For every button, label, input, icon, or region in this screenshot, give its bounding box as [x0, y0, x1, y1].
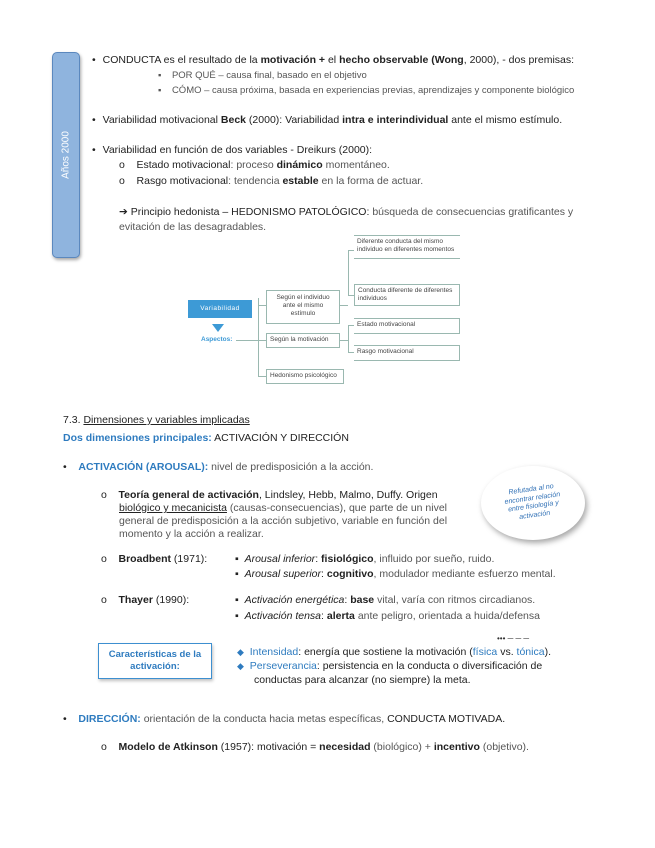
- hedonista-title: Principio hedonista – HEDONISMO PATOLÓGICO:: [127, 206, 370, 218]
- years-side-label: [52, 52, 80, 258]
- rasgo-pre: : tendencia: [228, 175, 283, 187]
- diagram-branch-hedonismo: Hedonismo psicológico: [266, 369, 344, 384]
- dos-variables-line: [92, 144, 372, 157]
- dims-line: [63, 432, 349, 445]
- diagram-root: Variabilidad: [188, 300, 252, 318]
- atkinson-incentivo: incentivo: [433, 741, 480, 753]
- caracteristicas-box: [98, 643, 212, 679]
- intensidad-term: Intensidad: [249, 646, 299, 658]
- thayer-item-2-em: Activación tensa: [244, 610, 322, 622]
- thayer-year: (1990):: [152, 594, 190, 606]
- connector: [258, 340, 266, 341]
- estado-strong: dinámico: [276, 159, 323, 171]
- estado-post: momentáneo.: [322, 159, 390, 171]
- direccion-end: .: [502, 713, 506, 725]
- intensidad-item: [237, 646, 551, 659]
- diagram-root-arrow: [212, 324, 224, 332]
- atkinson-necesidad: necesidad: [319, 741, 371, 753]
- direccion-label: DIRECCIÓN:: [78, 713, 141, 725]
- direccion-desc: orientación de la conducta hacia metas específicas,: [140, 713, 388, 725]
- perseverancia-line-2: conductas para alcanzar (no siempre) la meta.: [254, 674, 471, 686]
- premisa-item: ▪ CÓMO – causa próxima, basada en experiencias previas, aprendizajes y componente biológico: [158, 85, 575, 96]
- hedonista-line-2: [119, 221, 266, 234]
- refutada-callout: [481, 466, 585, 540]
- diagram-branch-motivacion: Según la motivación: [266, 333, 340, 348]
- atkinson-year: (1957): motivación =: [217, 741, 320, 753]
- variabilidad-line: [92, 114, 562, 127]
- intensidad-rest: : energía que sostiene la motivación (: [298, 646, 473, 658]
- variabilidad-intra: intra e interindividual: [342, 114, 449, 126]
- intensidad-end: ).: [544, 646, 551, 658]
- variabilidad-beck: Beck: [220, 114, 247, 126]
- premisa-item: ▪ POR QUÉ – causa final, basado en el objetivo: [158, 70, 367, 81]
- broadbent-item-1-rest: , influido por sueño, ruido.: [373, 553, 495, 565]
- broadbent-item-1: ▪ Arousal inferior: fisiológico, influido por sueño, ruido.: [235, 553, 495, 565]
- conducta-text-2: el: [325, 54, 340, 66]
- direccion-line: • DIRECCIÓN: orientación de la conducta hacia metas específicas, CONDUCTA MOTIVADA.: [63, 713, 506, 725]
- conducta-text-3: , 2000), - dos premisas:: [463, 54, 575, 66]
- broadbent-item-2-strong: cognitivo: [326, 568, 374, 580]
- broadbent-item-1-sep: :: [315, 553, 322, 565]
- conducta-motivacion: motivación +: [260, 54, 326, 66]
- broadbent-item-2-rest: , modulador mediante esfuerzo mental.: [373, 568, 556, 580]
- conducta-line: [92, 54, 574, 67]
- connector: [340, 340, 348, 341]
- broadbent-year: (1971):: [171, 553, 208, 565]
- connector: [236, 340, 258, 341]
- conducta-text-1: es el resultado de la: [160, 54, 261, 66]
- dos-variables-title: Variabilidad en función de dos variables - Dreikurs (2000):: [102, 144, 373, 156]
- connector: [258, 305, 266, 306]
- connector: [258, 298, 259, 376]
- conducta-term: CONDUCTA: [102, 54, 161, 66]
- diagram-aspects-label: Aspectos:: [201, 336, 233, 343]
- teoria-authors: , Lindsley, Hebb, Malmo, Duffy. Origen: [258, 489, 438, 501]
- thayer-item-1-em: Activación energética: [244, 594, 345, 606]
- perseverancia-item: [237, 660, 542, 673]
- premisa-por-que: POR QUÉ – causa final, basado en el objetivo: [171, 70, 367, 81]
- teoria-line-3: general de predisposición a la acción subjetivo, variable en función del: [119, 515, 448, 527]
- atkinson-line: o Modelo de Atkinson (1957): motivación = necesidad (biológico) + incentivo (objetivo).: [101, 741, 529, 753]
- direccion-conducta-motivada: CONDUCTA MOTIVADA: [387, 713, 503, 725]
- teoria-origin: biológico y mecanicista: [119, 502, 227, 514]
- atkinson-obj: (objetivo).: [479, 741, 529, 753]
- estado-item: o Estado motivacional: proceso dinámico momentáneo.: [119, 159, 390, 171]
- perseverancia-rest: : persistencia en la conducta o diversificación de: [316, 660, 543, 672]
- arrow-icon: ➔: [119, 206, 128, 218]
- thayer-item-1-sep: :: [344, 594, 351, 606]
- section-title: Dimensiones y variables implicadas: [83, 414, 250, 426]
- atkinson-bio: (biológico) +: [370, 741, 434, 753]
- thayer-name: Thayer: [118, 594, 153, 606]
- rasgo-label: Rasgo motivacional: [136, 175, 229, 187]
- years-label-text: Años 2000: [60, 131, 72, 179]
- teoria-line-4: momento y la acción a realizar.: [119, 528, 264, 540]
- intensidad-fisica: física: [472, 646, 498, 658]
- teoria-line-1: o Teoría general de activación, Lindsley, Hebb, Malmo, Duffy. Origen: [101, 489, 438, 501]
- diagram-branch-individuo: Según el individuo ante el mismo estímulo: [266, 290, 340, 324]
- broadbent-item-2-em: Arousal superior: [244, 568, 322, 580]
- diagram-leaf-3: Estado motivacional: [354, 318, 460, 334]
- diagram-leaf-4: Rasgo motivacional: [354, 345, 460, 361]
- hedonista-desc: búsqueda de consecuencias gratificantes y: [369, 206, 574, 218]
- conducta-hecho: hecho observable (Wong: [339, 54, 464, 66]
- teoria-title: Teoría general de activación: [118, 489, 259, 501]
- dims-value: ACTIVACIÓN Y DIRECCIÓN: [211, 432, 349, 444]
- thayer-line: o Thayer (1990):: [101, 594, 190, 606]
- thayer-item-2-sep: :: [321, 610, 327, 622]
- estado-label: Estado motivacional: [136, 159, 231, 171]
- perseverancia-term: Perseverancia: [249, 660, 317, 672]
- thayer-item-1-strong: base: [350, 594, 375, 606]
- estado-pre: : proceso: [230, 159, 277, 171]
- intensidad-vs: vs.: [497, 646, 517, 658]
- thayer-item-1: ▪ Activación energética: base vital, varía con ritmos circadianos.: [235, 594, 536, 606]
- rasgo-post: en la forma de actuar.: [318, 175, 424, 187]
- activacion-desc: nivel de predisposición a la acción.: [208, 461, 374, 473]
- activacion-line: • ACTIVACIÓN (AROUSAL): nivel de predisposición a la acción.: [63, 461, 374, 473]
- caracteristicas-label: Características de la activación:: [108, 649, 202, 672]
- teoria-origin-rest: (causas-consecuencias), que parte de un nivel: [226, 502, 448, 514]
- diamond-bullet-icon: ◆: [237, 661, 244, 671]
- thayer-item-2-strong: alerta: [326, 610, 355, 622]
- variabilidad-text-2: (2000): Variabilidad: [246, 114, 343, 126]
- thayer-item-2: ▪ Activación tensa: alerta ante peligro, orientada a huida/defensa: [235, 610, 540, 622]
- connector: [258, 376, 266, 377]
- connector: [340, 305, 348, 306]
- broadbent-item-2-sep: :: [321, 568, 327, 580]
- teoria-line-2: [119, 502, 447, 515]
- rasgo-strong: estable: [282, 175, 319, 187]
- diagram-leaf-1: Diferente conducta del mismo individuo en diferentes momentos: [354, 235, 460, 259]
- dims-label: Dos dimensiones principales:: [63, 432, 212, 444]
- broadbent-item-1-strong: fisiológico: [321, 553, 374, 565]
- section-heading: [63, 414, 250, 427]
- thayer-item-1-rest: vital, varía con ritmos circadianos.: [374, 594, 536, 606]
- atkinson-name: Modelo de Atkinson: [118, 741, 218, 753]
- broadbent-item-2: ▪ Arousal superior: cognitivo, modulador mediante esfuerzo mental.: [235, 568, 556, 580]
- broadbent-item-1-em: Arousal inferior: [244, 553, 316, 565]
- section-number: 7.3.: [63, 414, 84, 426]
- thayer-item-2-rest: ante peligro, orientada a huida/defensa: [354, 610, 540, 622]
- hedonista-desc-2: evitación de las desagradables.: [119, 221, 267, 233]
- activacion-label: ACTIVACIÓN (AROUSAL):: [78, 461, 209, 473]
- variabilidad-text-1: Variabilidad motivacional: [102, 114, 221, 126]
- connector: [348, 325, 349, 353]
- variabilidad-text-3: ante el mismo estímulo.: [448, 114, 563, 126]
- broadbent-name: Broadbent: [118, 553, 172, 565]
- connector: [348, 250, 349, 296]
- premisa-como: CÓMO – causa próxima, basada en experiencias previas, aprendizajes y componente biológico: [171, 85, 575, 96]
- rasgo-item: o Rasgo motivacional: tendencia estable en la forma de actuar.: [119, 175, 424, 187]
- refutada-text: Refutada al no encontrar relación entre fisiología y activación: [504, 482, 561, 521]
- diagram-leaf-2: Conducta diferente de diferentes individuos: [354, 284, 460, 306]
- hedonista-line: [119, 206, 573, 219]
- intensidad-tonica: tónica: [516, 646, 545, 658]
- diamond-bullet-icon: ◆: [237, 647, 244, 657]
- broadbent-line: o Broadbent (1971):: [101, 553, 208, 565]
- decorative-dots: ••• ─ ─ ─: [497, 634, 530, 643]
